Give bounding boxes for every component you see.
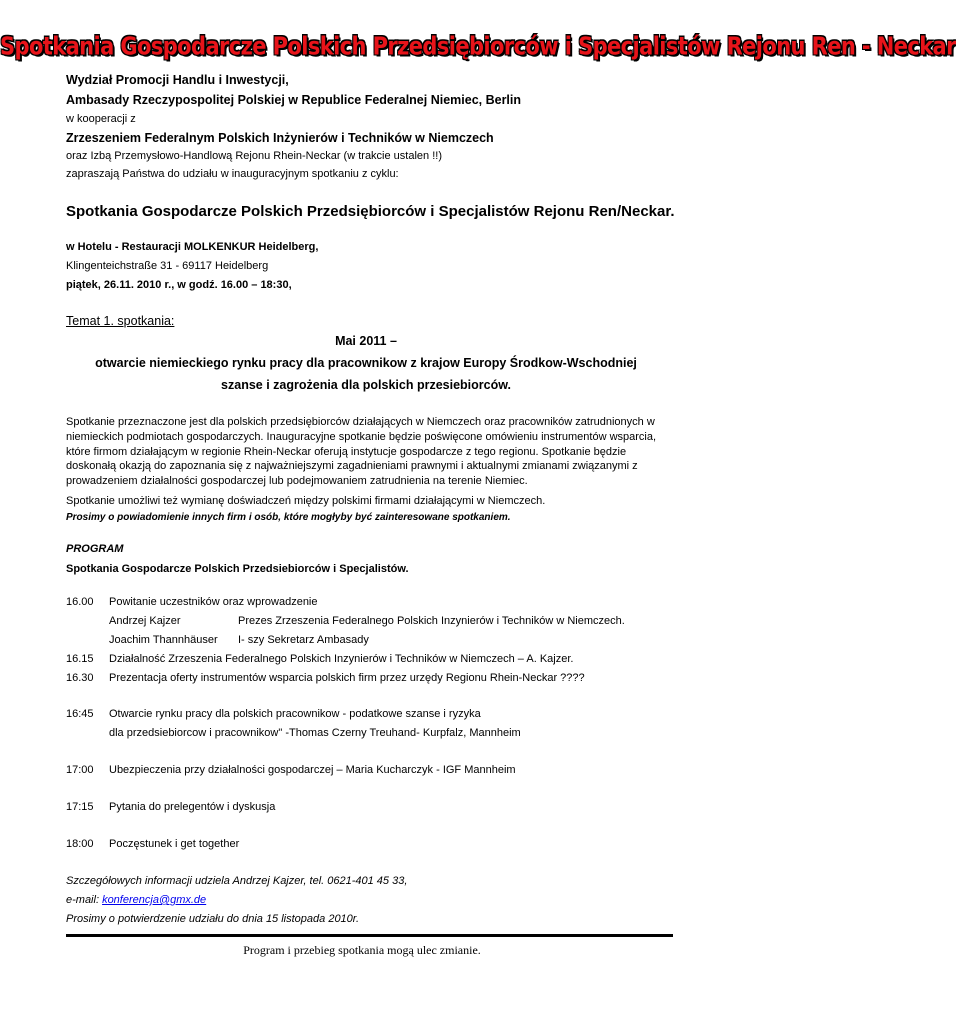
description-para-1: Spotkanie przeznaczone jest dla polskich przedsiębiorców działających w Niemczech oraz pracowników zatrudnionych w niemieckich podmiotach gospodarczych. Inauguracyjne spotkanie będzie poświęcone omówieniu instrumentów wsparcia, które firmom działającym w regionie Rhein-Neckar oferują instytucje gospodarcze z tego regionu. Spotkanie będzie doskonałą okazją do zapoznania się z najważniejszymi zagadnieniami prawnymi i aktualnymi zmianami związanymi z prowadzeniem działalności gospodarczej lub podejmowaniem zatrudnienia na terenie Niemiec. [66, 416, 657, 487]
program-time: 16:45 [66, 708, 94, 721]
description-para-2: Spotkanie umożliwi też wymianę doświadczeń między polskimi firmami działającymi w Niemczech. [66, 494, 546, 507]
program-item: Otwarcie rynku pracy dla polskich pracownikow - podatkowe szanse i ryzyka [109, 708, 481, 721]
program-row [66, 800, 666, 819]
banner-title: Spotkania Gospodarcze Polskich Przedsiębiorców i Specjalistów Rejonu Ren - Neckar [0, 31, 956, 61]
program-heading: PROGRAM [66, 543, 124, 556]
program-schedule [66, 595, 666, 856]
intro-line-3: w kooperacji z [66, 112, 136, 125]
footer-note: Program i przebieg spotkania mogą ulec zmianie. [243, 943, 481, 957]
document-body [66, 72, 675, 927]
venue-date: piątek, 26.11. 2010 r., w godź. 16.00 – 18:30, [66, 279, 292, 292]
intro-line-2: Ambasady Rzeczypospolitej Polskiej w Republice Federalnej Niemiec, Berlin [66, 92, 522, 107]
contact-info: Szczegółowych informacji udziela Andrzej Kajzer, tel. 0621-401 45 33, [66, 875, 408, 888]
program-row [66, 652, 666, 671]
speaker-name: Andrzej Kajzer [109, 615, 181, 628]
program-item-continued: dla przedsiebiorcow i pracownikow" -Thomas Czerny Treuhand- Kurpfalz, Mannheim [109, 727, 521, 740]
program-time: 16.15 [66, 653, 94, 666]
venue-hotel: w Hotelu - Restauracji MOLKENKUR Heidelberg, [66, 241, 319, 254]
program-item: Działalność Zrzeszenia Federalnego Polskich Inzynierów i Techników w Niemczech – A. Kajzer. [109, 653, 574, 666]
program-time: 18:00 [66, 838, 94, 851]
program-time: 16.30 [66, 672, 94, 685]
email-link[interactable]: konferencja@gmx.de [102, 894, 207, 907]
program-row [66, 633, 666, 652]
topic-line-2: otwarcie niemieckiego rynku pracy dla pracownikow z krajow Europy Środkow-Wschodniej [95, 355, 637, 370]
program-time: 16.00 [66, 596, 94, 609]
rsvp-note: Prosimy o potwierdzenie udziału do dnia 15 listopada 2010r. [66, 912, 360, 925]
venue-address: Klingenteichstraße 31 - 69117 Heidelberg [66, 260, 269, 273]
program-row [66, 614, 666, 633]
program-row [66, 726, 666, 745]
topic-line-3: szanse i zagrożenia dla polskich przesiebiorców. [221, 377, 511, 392]
program-time: 17:15 [66, 801, 94, 814]
intro-line-5: oraz Izbą Przemysłowo-Handlową Rejonu Rhein-Neckar (w trakcie ustalen !!) [66, 150, 442, 163]
program-item: Prezentacja oferty instrumentów wsparcia polskich firm przez urzędy Regionu Rhein-Neckar ???? [109, 672, 585, 685]
topic-line-1: Mai 2011 – [335, 333, 397, 348]
description-para-3: Prosimy o powiadomienie innych firm i osób, które mogłyby być zainteresowane spotkaniem. [66, 512, 511, 524]
intro-line-6: zapraszają Państwa do udziału w inauguracyjnym spotkaniu z cyklu: [66, 168, 399, 181]
program-row [66, 707, 666, 726]
program-row [66, 763, 666, 782]
program-item: Poczęstunek i get together [109, 838, 240, 851]
email-label: e-mail: [66, 894, 103, 907]
program-item: Powitanie uczestników oraz wprowadzenie [109, 596, 318, 609]
speaker-role: I- szy Sekretarz Ambasady [238, 634, 369, 647]
program-row [66, 837, 666, 856]
speaker-role: Prezes Zrzeszenia Federalnego Polskich Inzynierów i Techników w Niemczech. [238, 615, 625, 628]
topic-label: Temat 1. spotkania: [66, 313, 175, 328]
intro-line-1: Wydział Promocji Handlu i Inwestycji, [66, 73, 289, 87]
footer-divider [66, 934, 673, 937]
contact-email-line [66, 893, 666, 908]
program-item: Ubezpieczenia przy działalności gospodarczej – Maria Kucharczyk - IGF Mannheim [109, 764, 516, 777]
intro-line-4: Zrzeszeniem Federalnym Polskich Inżynierów i Techników w Niemczech [66, 130, 494, 145]
program-subheading: Spotkania Gospodarcze Polskich Przedsiebiorców i Specjalistów. [66, 563, 409, 576]
speaker-name: Joachim Thannhäuser [109, 634, 218, 647]
program-row [66, 595, 666, 614]
main-title: Spotkania Gospodarcze Polskich Przedsiębiorców i Specjalistów Rejonu Ren/Neckar. [66, 203, 675, 221]
program-item: Pytania do prelegentów i dyskusja [109, 801, 276, 814]
program-row [66, 671, 666, 690]
program-time: 17:00 [66, 764, 94, 777]
